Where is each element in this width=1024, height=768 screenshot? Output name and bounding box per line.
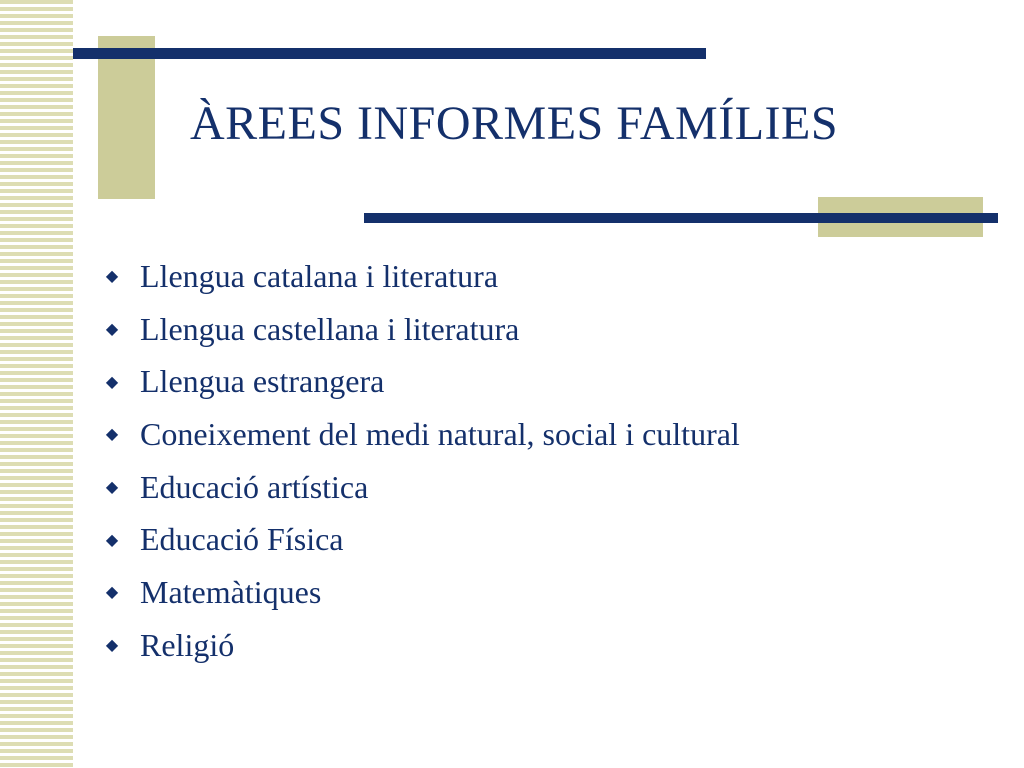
- list-item: [104, 355, 740, 408]
- list-item: [104, 408, 740, 461]
- decorative-block-top-left: [98, 36, 155, 199]
- list-item: [104, 250, 740, 303]
- diamond-bullet-icon: ◆: [105, 584, 119, 602]
- list-item-text: Religió: [140, 626, 235, 663]
- list-item-text: Coneixement del medi natural, social i cultural: [140, 415, 740, 452]
- diamond-bullet-icon: ◆: [105, 531, 119, 549]
- diamond-bullet-icon: ◆: [105, 268, 119, 286]
- list-item: [104, 513, 740, 566]
- list-item-text: Llengua castellana i literatura: [140, 310, 520, 347]
- decorative-bar-bottom: [364, 213, 998, 223]
- list-item: [104, 566, 740, 619]
- list-item-text: Llengua estrangera: [140, 363, 385, 400]
- list-item: [104, 461, 740, 514]
- diamond-bullet-icon: ◆: [105, 479, 119, 497]
- diamond-bullet-icon: ◆: [105, 373, 119, 391]
- list-item-text: Llengua catalana i literatura: [140, 257, 499, 294]
- diamond-bullet-icon: ◆: [105, 426, 119, 444]
- list-item: [104, 303, 740, 356]
- left-striped-margin: [0, 0, 73, 768]
- diamond-bullet-icon: ◆: [105, 321, 119, 339]
- diamond-bullet-icon: ◆: [105, 637, 119, 655]
- list-item-text: Educació Física: [140, 521, 344, 558]
- bullet-list: [104, 250, 740, 672]
- slide-title: ÀREES INFORMES FAMÍLIES: [190, 97, 839, 150]
- list-item-text: Educació artística: [140, 468, 369, 505]
- list-item: [104, 619, 740, 672]
- list-item-text: Matemàtiques: [140, 573, 322, 610]
- decorative-bar-top: [73, 48, 706, 59]
